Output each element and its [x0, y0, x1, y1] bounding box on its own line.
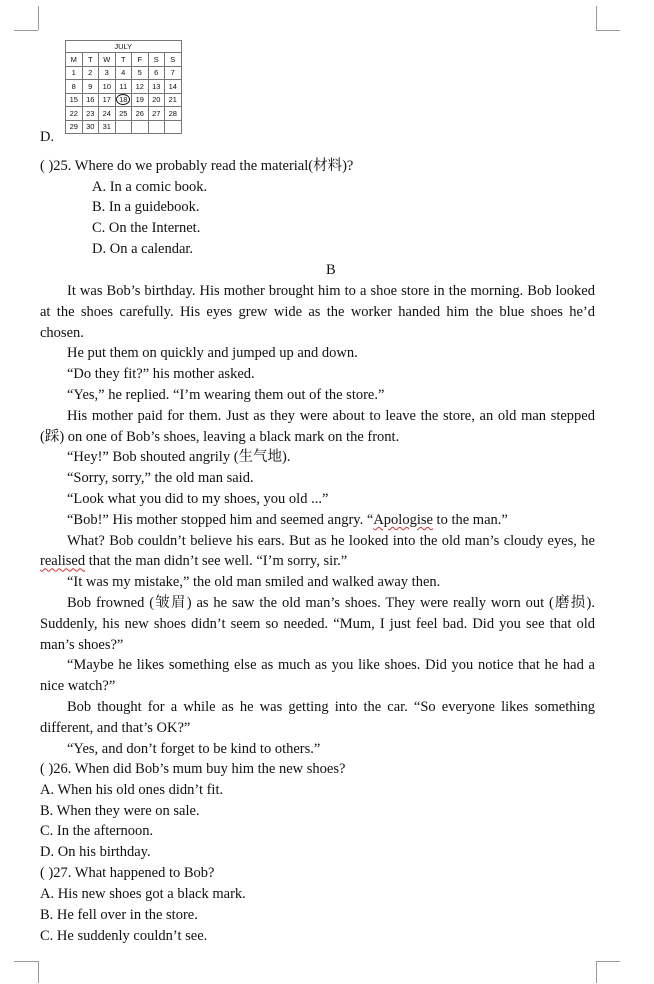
calendar-month: JULY: [66, 41, 182, 53]
calendar-day: 27: [148, 107, 165, 121]
section-b-heading: B: [326, 262, 336, 278]
passage-paragraph: “Hey!” Bob shouted angrily (生气地).: [67, 449, 291, 466]
question-27-option-c: C. He suddenly couldn’t see.: [40, 928, 208, 944]
passage-paragraph: It was Bob’s birthday. His mother brought him to a shoe store in the morning. Bob looked at the shoes carefully. His eyes grew wide as the worker handed him the blue shoes he’d chosen.: [40, 283, 595, 341]
crop-mark-bottom-left-v: [38, 961, 39, 983]
weekday-header: S: [148, 53, 165, 67]
calendar-day: 2: [82, 66, 99, 80]
passage-paragraph: “Maybe he likes something else as much as you like shoes. Did you notice that he had a nice watch?”: [40, 657, 595, 695]
calendar-day: 3: [99, 66, 116, 80]
calendar-day: 29: [66, 120, 83, 134]
crop-mark-top-right-v: [596, 6, 597, 30]
question-25-option-a: A. In a comic book.: [92, 179, 208, 195]
passage-text: to the man.”: [432, 511, 508, 528]
spellcheck-flagged-word: Apologise: [373, 511, 433, 528]
crop-mark-top-left: [14, 30, 38, 31]
calendar-day: 19: [132, 93, 149, 107]
passage-paragraph: He put them on quickly and jumped up and down.: [67, 345, 358, 362]
crop-mark-top-left-v: [38, 6, 39, 30]
calendar-day: [115, 120, 132, 134]
question-25-option-c: C. On the Internet.: [92, 220, 201, 236]
passage-text: that the man didn’t see well. “I’m sorry, sir.”: [85, 553, 348, 570]
calendar-day: 23: [82, 107, 99, 121]
passage-paragraph: “Look what you did to my shoes, you old ...”: [67, 490, 329, 507]
passage-paragraph: Bob frowned (皱眉) as he saw the old man’s shoes. They were really worn out (磨损). Suddenly, his new shoes didn’t seem so needed. “Mum, I just feel bad. Did you see that old man’s shoes?”: [40, 594, 595, 653]
calendar-day: 8: [66, 80, 83, 94]
calendar-day: [132, 120, 149, 134]
calendar-day: 12: [132, 80, 149, 94]
weekday-header: S: [165, 53, 182, 67]
question-25-stem: ( )25. Where do we probably read the material(材料)?: [40, 158, 354, 174]
question-26-option-a: A. When his old ones didn’t fit.: [40, 782, 224, 798]
calendar-day: [148, 120, 165, 134]
calendar-day: 5: [132, 66, 149, 80]
crop-mark-bottom-right: [596, 961, 620, 962]
calendar-day: 17: [99, 93, 116, 107]
july-calendar: [65, 40, 182, 134]
crop-mark-bottom-left: [14, 961, 38, 962]
calendar-day: 6: [148, 66, 165, 80]
crop-mark-top-right: [596, 30, 620, 31]
calendar-day: 28: [165, 107, 182, 121]
calendar-day: 15: [66, 93, 83, 107]
calendar-day: 16: [82, 93, 99, 107]
calendar-day: 10: [99, 80, 116, 94]
passage-paragraph: [40, 531, 595, 573]
calendar-day: 14: [165, 80, 182, 94]
option-d-label: D.: [40, 129, 55, 145]
calendar-day: 4: [115, 66, 132, 80]
weekday-header: W: [99, 53, 116, 67]
passage-text: What? Bob couldn’t believe his ears. But as he looked into the old man’s cloudy eyes, he: [67, 532, 595, 549]
calendar-day: 24: [99, 107, 116, 121]
calendar-day: 9: [82, 80, 99, 94]
weekday-header: T: [82, 53, 99, 67]
question-27-stem: ( )27. What happened to Bob?: [40, 865, 215, 881]
question-26-option-c: C. In the afternoon.: [40, 823, 154, 839]
calendar-day: 11: [115, 80, 132, 94]
question-26-stem: ( )26. When did Bob’s mum buy him the new shoes?: [40, 761, 346, 777]
passage-paragraph: Bob thought for a while as he was getting into the car. “So everyone likes something different, and that’s OK?”: [40, 698, 595, 736]
calendar-day: 7: [165, 66, 182, 80]
circled-day-number: 18: [116, 94, 130, 105]
weekday-header: F: [132, 53, 149, 67]
calendar-day: 21: [165, 93, 182, 107]
calendar-day: 20: [148, 93, 165, 107]
spellcheck-flagged-word: realised: [40, 553, 86, 570]
passage-paragraph: “Sorry, sorry,” the old man said.: [67, 470, 254, 487]
calendar-day: 1: [66, 66, 83, 80]
question-26-option-d: D. On his birthday.: [40, 844, 151, 860]
question-27-option-b: B. He fell over in the store.: [40, 907, 198, 923]
calendar-day: 22: [66, 107, 83, 121]
calendar-day: 30: [82, 120, 99, 134]
passage-paragraph: “Yes,” he replied. “I’m wearing them out of the store.”: [67, 386, 385, 403]
passage-paragraph: [40, 510, 595, 531]
weekday-header: M: [66, 53, 83, 67]
reading-passage: [40, 281, 595, 759]
weekday-header: T: [115, 53, 132, 67]
passage-paragraph: His mother paid for them. Just as they were about to leave the store, an old man stepped (踩) on one of Bob’s shoes, leaving a black mark on the front.: [40, 407, 595, 445]
question-27-option-a: A. His new shoes got a black mark.: [40, 886, 246, 902]
crop-mark-bottom-right-v: [596, 961, 597, 983]
question-25-option-d: D. On a calendar.: [92, 241, 194, 257]
question-26-option-b: B. When they were on sale.: [40, 803, 200, 819]
circled-calendar-day: [115, 93, 132, 107]
calendar-day: 25: [115, 107, 132, 121]
question-25-option-b: B. In a guidebook.: [92, 199, 200, 215]
passage-text: “Bob!” His mother stopped him and seemed angry. “: [67, 511, 374, 528]
passage-paragraph: “Do they fit?” his mother asked.: [67, 366, 255, 383]
calendar-day: 13: [148, 80, 165, 94]
passage-paragraph: “Yes, and don’t forget to be kind to others.”: [67, 740, 321, 757]
calendar-day: [165, 120, 182, 134]
passage-paragraph: “It was my mistake,” the old man smiled and walked away then.: [67, 574, 441, 591]
calendar-day: 31: [99, 120, 116, 134]
calendar-day: 26: [132, 107, 149, 121]
